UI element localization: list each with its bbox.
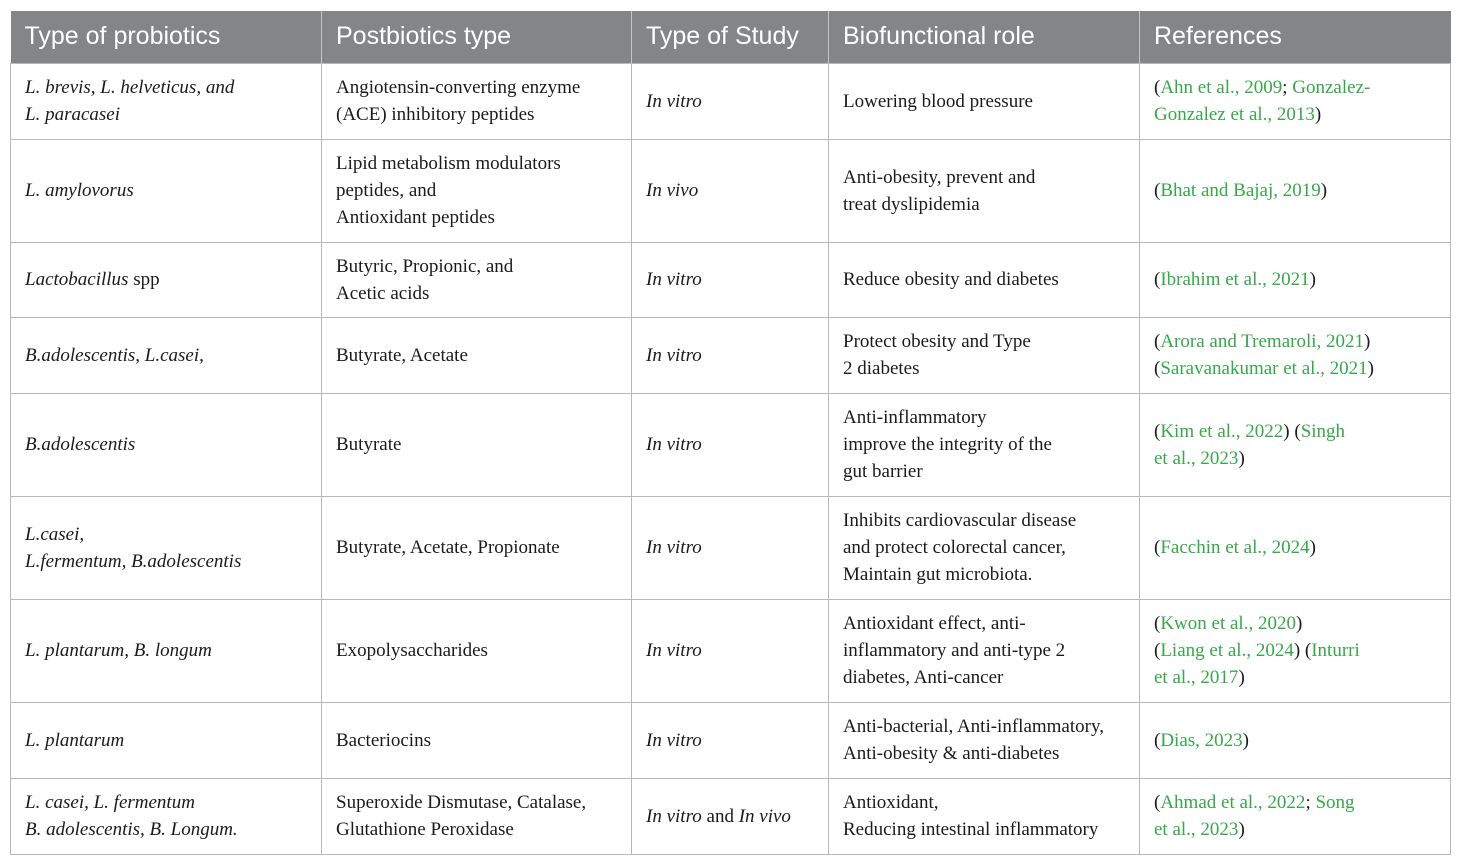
text-segment: and	[701, 805, 739, 827]
header-role: Biofunctional role	[829, 11, 1140, 63]
cell-line: Lowering blood pressure	[843, 90, 1033, 112]
cell-line: B.adolescentis	[25, 434, 136, 455]
cell-line	[646, 803, 814, 830]
cell-study	[632, 599, 829, 702]
cell-line: In vitro	[646, 269, 702, 290]
reference-punct: ) (	[1293, 640, 1312, 661]
cell-line: L.casei,	[25, 523, 85, 545]
reference-punct: (	[1154, 613, 1161, 634]
cell-probiotics	[11, 778, 322, 854]
cell-line: Glutathione Peroxidase	[336, 819, 514, 840]
reference-punct: )	[1367, 358, 1374, 379]
reference-line	[1154, 101, 1436, 128]
cell-line: improve the integrity of the	[843, 434, 1052, 455]
cell-line: L. amylovorus	[25, 180, 134, 201]
cell-references	[1140, 63, 1451, 139]
cell-postbiotics	[322, 63, 632, 139]
cell-line: In vitro	[646, 729, 702, 751]
reference-punct: ) (	[1283, 420, 1301, 442]
cell-probiotics	[11, 496, 322, 599]
cell-line: In vitro	[646, 434, 702, 455]
text-segment: spp	[128, 269, 160, 290]
table-row	[11, 496, 1451, 599]
reference-link[interactable]: Ahmad et al., 2022	[1160, 792, 1306, 813]
cell-line: gut barrier	[843, 461, 923, 482]
cell-probiotics	[11, 599, 322, 702]
cell-postbiotics	[322, 702, 632, 778]
cell-postbiotics	[322, 317, 632, 393]
cell-study	[632, 317, 829, 393]
text-segment: In vivo	[738, 805, 791, 827]
reference-line	[1154, 328, 1436, 355]
header-references: References	[1140, 11, 1451, 63]
reference-line	[1154, 534, 1436, 561]
cell-study	[632, 496, 829, 599]
reference-link[interactable]: Gonzalez et al., 2013	[1154, 104, 1315, 125]
data-table	[10, 11, 1451, 855]
cell-line: 2 diabetes	[843, 358, 920, 379]
cell-probiotics	[11, 393, 322, 496]
reference-punct: (	[1154, 792, 1161, 813]
reference-line	[1154, 816, 1436, 843]
cell-line: L. casei, L. fermentum	[25, 792, 195, 813]
cell-line: Butyrate	[336, 434, 402, 455]
cell-role	[829, 242, 1140, 317]
cell-line: Lipid metabolism modulators	[336, 153, 561, 174]
reference-line	[1154, 610, 1436, 637]
reference-punct: )	[1295, 613, 1303, 634]
reference-punct: )	[1320, 180, 1328, 201]
reference-line	[1154, 418, 1436, 445]
reference-punct: )	[1364, 331, 1371, 352]
cell-line: Inhibits cardiovascular disease	[843, 510, 1077, 531]
reference-link[interactable]: Liang et al., 2024	[1160, 640, 1294, 661]
reference-link[interactable]: et al., 2023	[1154, 447, 1239, 469]
cell-role	[829, 317, 1140, 393]
reference-line	[1154, 355, 1436, 382]
reference-punct: (	[1154, 358, 1161, 379]
reference-punct: (	[1154, 537, 1161, 558]
cell-postbiotics	[322, 139, 632, 242]
cell-line: L. plantarum, B. longum	[25, 640, 212, 661]
cell-role	[829, 778, 1140, 854]
reference-link[interactable]: Bhat and Bajaj, 2019	[1160, 180, 1321, 201]
cell-line: L. brevis, L. helveticus, and	[25, 77, 235, 98]
reference-link[interactable]: et al., 2017	[1154, 667, 1239, 688]
cell-postbiotics	[322, 393, 632, 496]
cell-references	[1140, 778, 1451, 854]
table-row	[11, 139, 1451, 242]
cell-line: In vivo	[646, 180, 699, 201]
cell-line: Angiotensin-converting enzyme	[336, 77, 581, 98]
cell-study	[632, 778, 829, 854]
table-row	[11, 599, 1451, 702]
cell-role	[829, 702, 1140, 778]
cell-line: In vitro	[646, 90, 702, 112]
reference-punct: (	[1154, 77, 1161, 98]
reference-link[interactable]: Singh	[1300, 420, 1346, 442]
reference-punct: (	[1154, 729, 1161, 751]
cell-postbiotics	[322, 242, 632, 317]
header-row	[11, 11, 1451, 63]
cell-study	[632, 139, 829, 242]
cell-study	[632, 393, 829, 496]
cell-line: Exopolysaccharides	[336, 640, 488, 661]
cell-line: Antioxidant,	[843, 792, 939, 813]
reference-punct: )	[1314, 104, 1322, 125]
cell-references	[1140, 702, 1451, 778]
reference-punct: (	[1154, 331, 1161, 352]
reference-line	[1154, 74, 1436, 101]
cell-references	[1140, 393, 1451, 496]
reference-link[interactable]: Song	[1315, 792, 1355, 813]
cell-line: L. paracasei	[25, 104, 120, 125]
reference-punct: (	[1154, 420, 1161, 442]
reference-link[interactable]: Ahn et al., 2009	[1160, 77, 1283, 98]
cell-postbiotics	[322, 599, 632, 702]
cell-line: B.adolescentis, L.casei,	[25, 344, 204, 366]
table-row	[11, 63, 1451, 139]
table-row	[11, 317, 1451, 393]
cell-line: inflammatory and anti-type 2	[843, 640, 1066, 661]
cell-references	[1140, 599, 1451, 702]
cell-line: Protect obesity and Type	[843, 331, 1031, 352]
cell-line: Anti-obesity, prevent and	[843, 166, 1036, 188]
header-probiotics: Type of probiotics	[11, 11, 322, 63]
reference-line	[1154, 266, 1436, 293]
cell-probiotics	[11, 317, 322, 393]
cell-line: Butyrate, Acetate, Propionate	[336, 537, 560, 558]
reference-punct: )	[1309, 537, 1316, 558]
table-body	[11, 63, 1451, 854]
reference-link[interactable]: et al., 2023	[1154, 819, 1239, 840]
cell-line: Butyrate, Acetate	[336, 344, 468, 366]
cell-line: In vitro	[646, 344, 702, 366]
reference-line	[1154, 664, 1436, 691]
reference-line	[1154, 637, 1436, 664]
table-row	[11, 242, 1451, 317]
cell-line: In vitro	[646, 537, 702, 558]
reference-line	[1154, 445, 1436, 472]
cell-line: Antioxidant effect, anti-	[843, 613, 1026, 634]
cell-references	[1140, 242, 1451, 317]
reference-link[interactable]: Kim et al., 2022	[1160, 420, 1284, 442]
cell-references	[1140, 317, 1451, 393]
reference-line	[1154, 727, 1436, 754]
cell-line: diabetes, Anti-cancer	[843, 667, 1004, 688]
cell-probiotics	[11, 63, 322, 139]
cell-role	[829, 599, 1140, 702]
cell-line: Reduce obesity and diabetes	[843, 269, 1059, 290]
cell-study	[632, 702, 829, 778]
reference-punct: )	[1242, 729, 1249, 751]
table-row	[11, 393, 1451, 496]
reference-link[interactable]: Inturri	[1311, 640, 1360, 661]
header-postbiotics: Postbiotics type	[322, 11, 632, 63]
cell-line: and protect colorectal cancer,	[843, 537, 1066, 558]
cell-role	[829, 496, 1140, 599]
cell-line: Anti-inflammatory	[843, 407, 987, 428]
cell-probiotics	[11, 139, 322, 242]
cell-line: Butyric, Propionic, and	[336, 255, 514, 277]
reference-punct: (	[1154, 640, 1161, 661]
reference-link[interactable]: Facchin et al., 2024	[1160, 537, 1310, 558]
cell-line: Superoxide Dismutase, Catalase,	[336, 792, 587, 813]
reference-line	[1154, 789, 1436, 816]
table-row	[11, 702, 1451, 778]
reference-punct: )	[1309, 269, 1316, 290]
cell-role	[829, 139, 1140, 242]
reference-link[interactable]: Arora and Tremaroli, 2021	[1160, 331, 1365, 352]
cell-line: Reducing intestinal inflammatory	[843, 819, 1099, 840]
text-segment: Lactobacillus	[25, 269, 129, 290]
reference-link[interactable]: Dias, 2023	[1160, 729, 1243, 751]
reference-punct: (	[1154, 180, 1161, 201]
reference-link[interactable]: Saravanakumar et al., 2021	[1160, 358, 1368, 379]
cell-line: Anti-obesity & anti-diabetes	[843, 743, 1060, 764]
cell-line: In vitro	[646, 640, 702, 661]
cell-line: L.fermentum, B.adolescentis	[25, 550, 242, 572]
cell-postbiotics	[322, 496, 632, 599]
cell-line: B. adolescentis, B. Longum.	[25, 819, 238, 840]
cell-references	[1140, 139, 1451, 242]
cell-role	[829, 393, 1140, 496]
cell-line: treat dyslipidemia	[843, 193, 980, 215]
cell-line	[25, 266, 307, 293]
reference-punct: ;	[1305, 792, 1316, 813]
cell-line: Bacteriocins	[336, 729, 431, 751]
cell-postbiotics	[322, 778, 632, 854]
table-row	[11, 778, 1451, 854]
cell-role	[829, 63, 1140, 139]
cell-study	[632, 242, 829, 317]
text-segment: In vitro	[646, 805, 702, 827]
cell-probiotics	[11, 702, 322, 778]
reference-punct: )	[1238, 819, 1245, 840]
cell-references	[1140, 496, 1451, 599]
reference-punct: ;	[1282, 77, 1293, 98]
reference-punct: (	[1154, 269, 1161, 290]
cell-line: Maintain gut microbiota.	[843, 564, 1033, 585]
header-study: Type of Study	[632, 11, 829, 63]
cell-line: (ACE) inhibitory peptides	[336, 104, 535, 125]
reference-punct: )	[1238, 447, 1245, 469]
cell-line: Antioxidant peptides	[336, 207, 495, 228]
reference-link[interactable]: Gonzalez-	[1292, 77, 1371, 98]
cell-line: Acetic acids	[336, 282, 430, 304]
cell-line: peptides, and	[336, 180, 437, 201]
reference-line	[1154, 177, 1436, 204]
cell-study	[632, 63, 829, 139]
reference-link[interactable]: Kwon et al., 2020	[1160, 613, 1296, 634]
cell-line: L. plantarum	[25, 729, 125, 751]
reference-link[interactable]: Ibrahim et al., 2021	[1160, 269, 1310, 290]
reference-punct: )	[1238, 667, 1245, 688]
cell-probiotics	[11, 242, 322, 317]
cell-line: Anti-bacterial, Anti-inflammatory,	[843, 716, 1104, 737]
